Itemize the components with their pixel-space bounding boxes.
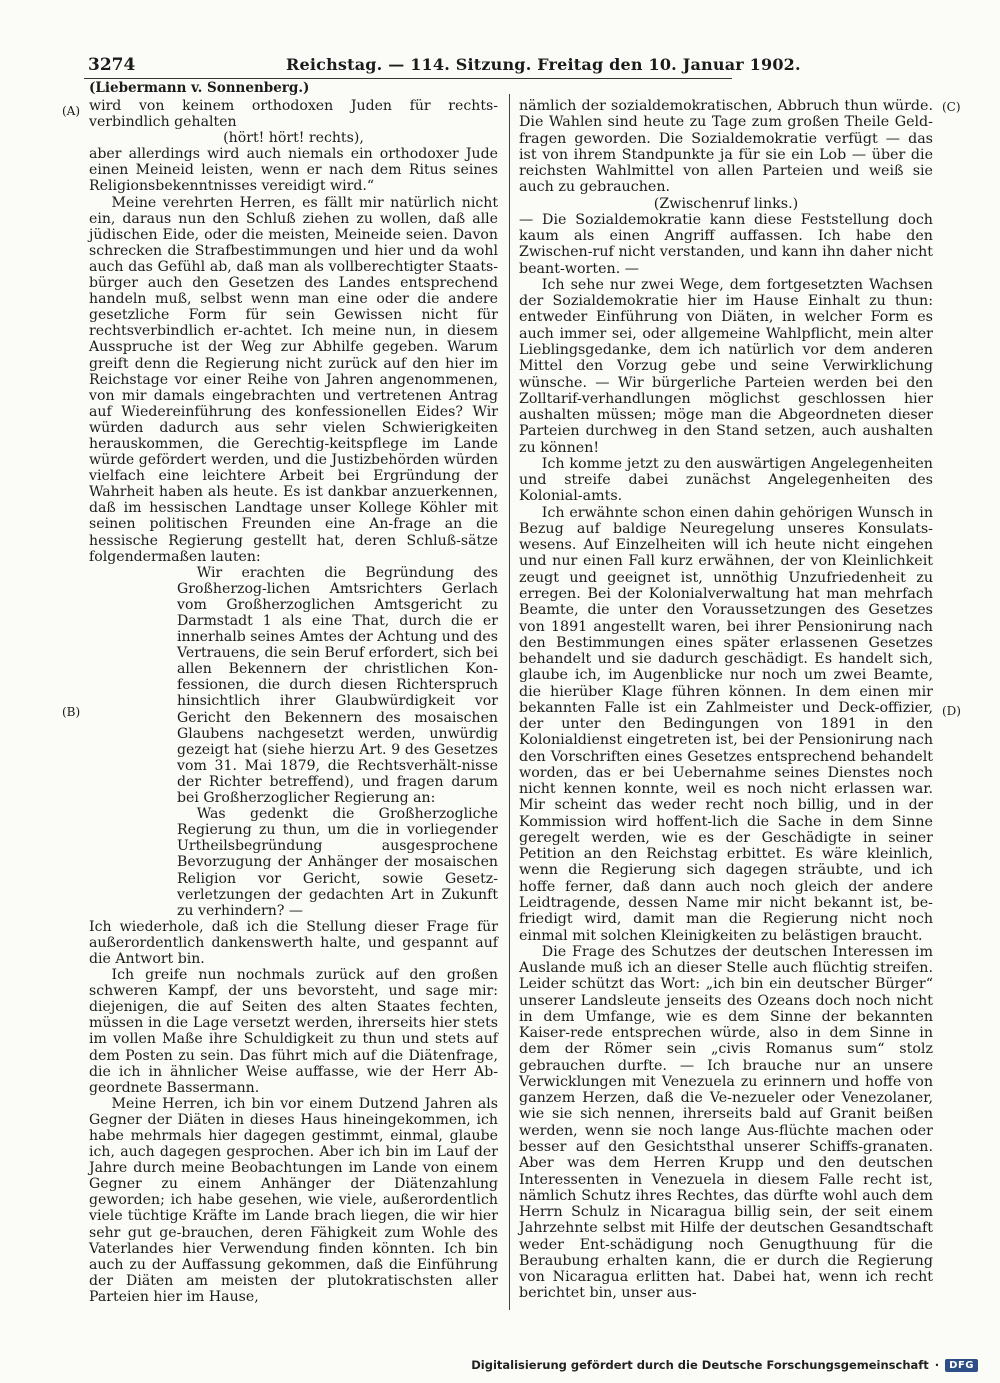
interjection: (hört! hört! rechts), bbox=[223, 130, 364, 147]
footer bbox=[471, 1358, 978, 1372]
margin-marker-c: (C) bbox=[942, 100, 961, 114]
quoted-paragraph: Was gedenkt die Großherzogliche Regierung zu thun, um die in vorliegender Urtheilsbegründung ausgesprochene Bevorzugung der Anhänger der mosaischen Religion vor Gericht, sowie Gesetz-verletzungen der gedachten Art in Zukunft zu verhindern? — bbox=[177, 806, 498, 919]
header-rule bbox=[84, 78, 732, 79]
paragraph: Meine Herren, ich bin vor einem Dutzend Jahren als Gegner der Diäten in dieses Haus hineingekommen, ich habe mehrmals hier dagegen gestimmt, einmal, glaube ich, auch dagegen gesprochen. Aber ich bin im Lauf der Jahre durch meine Beobachtungen im Lande von einem Gegner zu einem Anhänger der Diätenzahlung geworden; ich habe gesehen, wie viele, außerordentlich viele tüchtige Kräfte im Lande brach liegen, die wir hier sehr gut ge-brauchen, deren Fähigkeit zum Wohle des Vaterlandes hier Verwendung finden könnten. Ich bin auch zu der Auffassung gekommen, daß die Einführung der Diäten am meisten der plutokratischsten aller Parteien hier im Hause, bbox=[89, 1095, 498, 1305]
paragraph: Ich sehe nur zwei Wege, dem fortgesetzten Wachsen der Sozialdemokratie hier im Hause Einhalt zu thun: entweder Einführung von Diäten, in welcher Form es auch immer sei, oder allgemeine Wahlpflicht, mein alter Lieblingsgedanke, dem ich natürlich vor dem anderen Mittel den Vorzug gebe und seine Verwirklichung wünsche. — Wir bürgerliche Parteien werden bei den Zolltarif-verhandlungen möglichst geschlossen hier aushalten müssen; möge man die Abgeordneten dieser Parteien durchweg in den Stand setzen, auch aushalten zu können! bbox=[519, 276, 933, 456]
margin-marker-b: (B) bbox=[62, 705, 81, 719]
left-column bbox=[89, 98, 498, 1305]
paragraph: nämlich der sozialdemokratischen, Abbruch thun würde. Die Wahlen sind heute zu Tage zum großen Theile Geld-fragen geworden. Die Sozialdemokratie verfügt — das ist von ihrem Standpunkte ja für sie ein Lob — über die reichsten Wahlmittel von allen Parteien und weiß sie auch zu gebrauchen. bbox=[519, 98, 933, 196]
margin-marker-a: (A) bbox=[62, 104, 81, 118]
paragraph: Ich erwähnte schon einen dahin gehörigen Wunsch in Bezug auf baldige Neuregelung unseres Konsulats-wesens. Auf Einzelheiten will ich heute nicht eingehen und nur einen Fall kurz erwähnen, der von Kleinlichkeit zeugt und geeignet ist, unnöthig Unzufriedenheit zu erregen. Bei der Kolonialverwaltung hat man mehrfach Beamte, die unter den Voraussetzungen des Gesetzes von 1891 angestellt waren, bei ihrer Pensionirung nach den Bestimmungen eines später erlassenen Gesetzes behandelt und sie dadurch geschädigt. Es handelt sich, glaube ich, im Augenblicke nur noch um zwei Beamte, die hierüber Klage führen können. In dem einen mir bekannten Falle ist ein Zahlmeister und Deck-offizier, der unter den Bedingungen von 1891 in den Kolonialdienst eingetreten ist, bei der Pensionirung nach den Vorschriften eines Gesetzes entsprechend behandelt worden, das er bei Uebernahme seines Dienstes noch nicht kennen konnte, weil es noch nicht erlassen war. Mir scheint das weder recht noch billig, und in der Kommission wird hoffent-lich die Sache in dem Sinne geregelt werden, wie es der Geschädigte in seiner Petition an den Reichstag erbittet. Es wäre kleinlich, wenn die Regierung sich dagegen sträubte, und ich hoffe ferner, daß dann auch noch gleich der andere Leidtragende, dessen Name mir nicht bekannt ist, be-friedigt wird, damit man die Regierung nicht noch einmal mit solchen Kleinigkeiten zu belästigen braucht. bbox=[519, 504, 933, 944]
paragraph: Ich wiederhole, daß ich die Stellung dieser Frage für außerordentlich dankenswerth halte, und gespannt auf die Antwort bin. bbox=[89, 918, 498, 967]
right-column bbox=[519, 98, 933, 1302]
running-title: Reichstag. — 114. Sitzung. Freitag den 10. Januar 1902. bbox=[286, 55, 801, 74]
footer-separator: · bbox=[934, 1358, 940, 1372]
quoted-paragraph: Wir erachten die Begründung des Großherzog-lichen Amtsrichters Gerlach vom Großherzoglichen Amtsgericht zu Darmstadt 1 als eine That, durch die er innerhalb seines Amtes der Achtung und des Vertrauens, die sein Beruf erfordert, sich bei allen Bekennern der christlichen Kon-fessionen, die durch diesen Richterspruch hinsichtlich ihrer Glaubwürdigkeit vor Gericht den Bekennern des mosaischen Glaubens nachgesetzt werden, unwürdig gezeigt hat (siehe hierzu Art. 9 des Gesetzes vom 31. Mai 1879, die Rechtsverhält-nisse der Richter betreffend), und fragen darum bei Großherzoglicher Regierung an: bbox=[177, 564, 498, 807]
paragraph: aber allerdings wird auch niemals ein orthodoxer Jude einen Meineid leisten, wenn er nach dem Ritus seines Religionsbekenntnisses vereidigt wird.“ bbox=[89, 146, 498, 195]
paragraph: — Die Sozialdemokratie kann diese Feststellung doch kaum als einen Angriff auffassen. Ich habe den Zwischen-ruf nicht verstanden, und kann ihn daher nicht beant-worten. — bbox=[519, 211, 933, 277]
paragraph: Die Frage des Schutzes der deutschen Interessen im Auslande muß ich an dieser Stelle auch flüchtig streifen. Leider schützt das Wort: „ich bin ein deutscher Bürger“ unserer Landsleute jenseits des Ozeans doch noch nicht in dem Umfange, wie es dem Sinne der bekannten Kaiser-rede entsprechen würde, also in dem Sinne in dem der Römer sein „civis Romanus sum“ stolz gebrauchen durfte. — Ich brauche nur an unsere Verwicklungen mit Venezuela zu erinnern und hoffe von ganzem Herzen, daß die Ve-nezueler oder Venezolaner, wie sie sich nennen, ihrerseits bald auf Granit beißen werden, wenn sie noch lange Aus-flüchte machen oder besser auf den Gesichtsthal unserer Schiffs-granaten. Aber was dem Herren Krupp und den deutschen Interessenten in Venezuela in diesem Falle recht ist, nämlich Schutz ihres Rechtes, das dürfte wohl auch dem Herrn Schulz in Nicaragua billig sein, der seit einem Jahrzehnte selbst mit Hilfe der deutschen Gesandtschaft weder Ent-schädigung noch Genugthuung für die Beraubung erhalten kann, die er durch die Regierung von Nicaragua erlitten hat. Dabei hat, wenn ich recht berichtet bin, unser aus- bbox=[519, 943, 933, 1302]
dfg-logo: DFG bbox=[945, 1359, 978, 1372]
paragraph: Ich komme jetzt zu den auswärtigen Angelegenheiten und streife dabei zunächst Angelegenheiten des Kolonial-amts. bbox=[519, 455, 933, 505]
interjection: (Zwischenruf links.) bbox=[653, 195, 799, 212]
paragraph: Meine verehrten Herren, es fällt mir natürlich nicht ein, daraus nun den Schluß ziehen zu wollen, daß alle jüdischen Eide, oder die meisten, Meineide seien. Davon schrecken die Strafbestimmungen und hier und da wohl auch das Gefühl ab, daß man als vollberechtigter Staats-bürger auch den Gesetzen des Landes entsprechend handeln muß, selbst wenn man eine oder die andere gesetzliche Form für sein Gewissen nicht für rechtsverbindlich er-achtet. Ich meine nun, in diesem Ausspruche ist der Weg zur Abhilfe gegeben. Warum greift denn die Regierung nicht zurück auf den hier im Reichstage vor einer Reihe von Jahren angenommenen, von mir damals eingebrachten und vertretenen Antrag auf Wiedereinführung des konfessionellen Eides? Wir würden dadurch aus sehr vielen Schwierigkeiten herauskommen, die Gerechtig-keitspflege im Lande würde gefördert werden, und die Justizbehörden würden vielfach eine leichtere Arbeit bei Ergründung der Wahrheit haben als heute. Es ist dankbar anzuerkennen, daß im hessischen Landtage unser Kollege Köhler mit seinen politischen Freunden eine An-frage an die hessische Regierung gestellt hat, deren Schluß-sätze folgendermaßen lauten: bbox=[89, 194, 498, 565]
footer-credit: Digitalisierung gefördert durch die Deutsche Forschungsgemeinschaft bbox=[471, 1358, 929, 1372]
page-header bbox=[88, 55, 801, 79]
paragraph: Ich greife nun nochmals zurück auf den großen schweren Kampf, der uns bevorsteht, und sage mir: diejenigen, die auf Seiten des alten Staates fechten, müssen in die Lage versetzt werden, ihrerseits hier stets im vollen Maße ihre Schuldigkeit zu thun und stets auf dem Posten zu sein. Das führt mich auf die Diätenfrage, die ich in ähnlicher Weise auffasse, wie der Herr Ab-geordnete Bassermann. bbox=[89, 967, 498, 1096]
margin-marker-d: (D) bbox=[942, 704, 961, 718]
speaker-name: (Liebermann v. Sonnenberg.) bbox=[89, 80, 310, 96]
column-divider bbox=[509, 94, 510, 1310]
page-number: 3274 bbox=[88, 55, 136, 75]
paragraph: wird von keinem orthodoxen Juden für rechts-verbindlich gehalten bbox=[89, 98, 498, 131]
